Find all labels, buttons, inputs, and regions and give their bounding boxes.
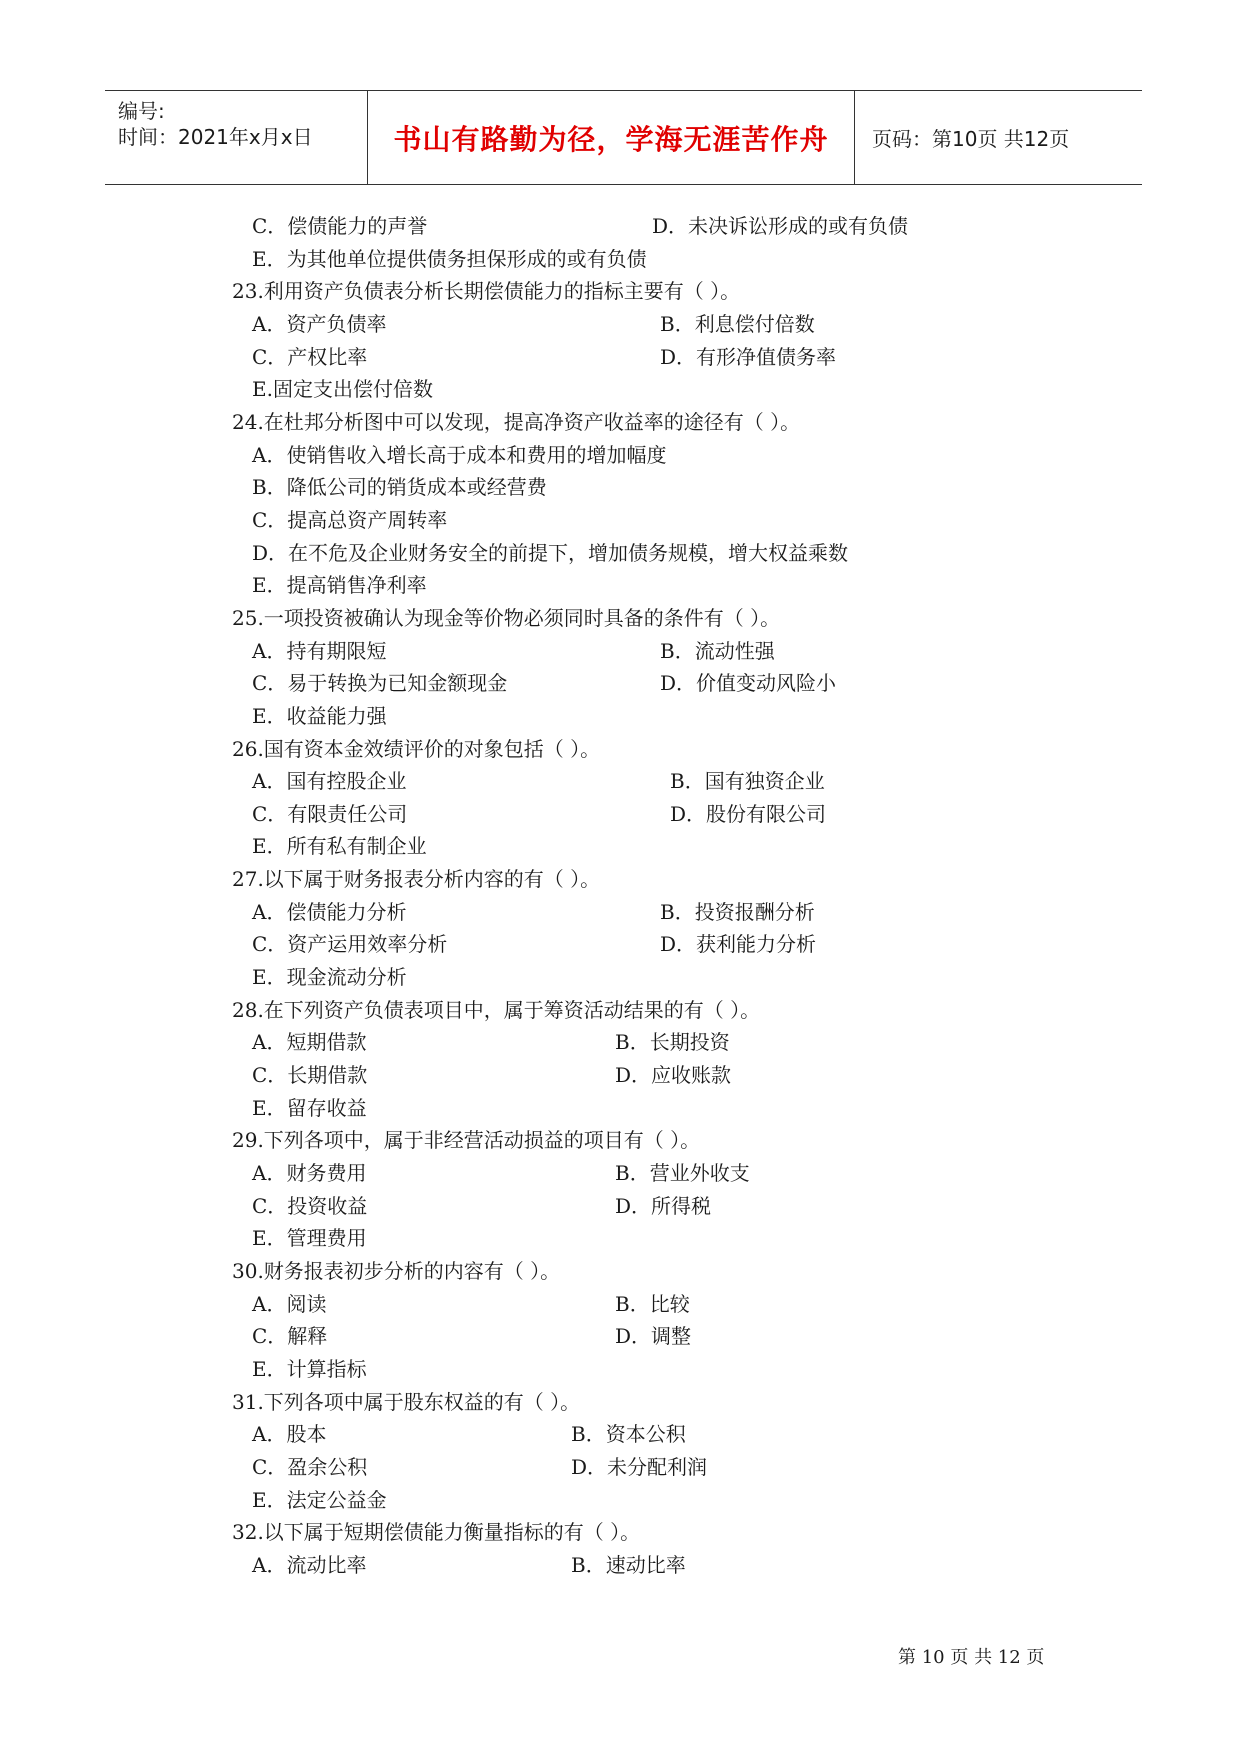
option-line: D．应收账款 (615, 1063, 732, 1087)
option-line: C．投资收益 (252, 1194, 368, 1218)
option-line: E．法定公益金 (252, 1488, 387, 1512)
option-line: B．长期投资 (615, 1030, 730, 1054)
time-label: 时间：2021年x月x日 (118, 125, 313, 149)
option-line: B．营业外收支 (615, 1161, 750, 1185)
option-line: B．降低公司的销货成本或经营费 (252, 475, 547, 499)
question-stem: 29.下列各项中，属于非经营活动损益的项目有（ ）。 (232, 1128, 701, 1152)
option-line: C．长期借款 (252, 1063, 368, 1087)
option-line: D．未分配利润 (571, 1455, 708, 1479)
option-line: E．所有私有制企业 (252, 834, 427, 858)
option-line: E．为其他单位提供债务担保形成的或有负债 (252, 247, 647, 271)
header-page-cell (855, 91, 1142, 184)
question-stem: 32.以下属于短期偿债能力衡量指标的有（ ）。 (232, 1520, 641, 1544)
option-line: D．所得税 (615, 1194, 712, 1218)
option-line: D．调整 (615, 1324, 692, 1348)
motto-text: 书山有路勤为径，学海无涯苦作舟 (393, 122, 829, 156)
option-line: D．在不危及企业财务安全的前提下，增加债务规模，增大权益乘数 (252, 541, 849, 565)
option-line: A．流动比率 (252, 1553, 367, 1577)
option-line: D．有形净值债务率 (660, 345, 837, 369)
question-stem: 25.一项投资被确认为现金等价物必须同时具备的条件有（ ）。 (232, 606, 781, 630)
number-label: 编号: (118, 99, 165, 123)
option-line: A．股本 (252, 1422, 327, 1446)
option-line: B．国有独资企业 (670, 769, 825, 793)
option-line: A．持有期限短 (252, 639, 387, 663)
option-line: A．使销售收入增长高于成本和费用的增加幅度 (252, 443, 667, 467)
question-stem: 31.下列各项中属于股东权益的有（ ）。 (232, 1390, 581, 1414)
option-line: C．产权比率 (252, 345, 368, 369)
page-header (105, 90, 1142, 185)
option-line: D．价值变动风险小 (660, 671, 837, 695)
option-line: C．解释 (252, 1324, 328, 1348)
question-stem: 23.利用资产负债表分析长期偿债能力的指标主要有（ ）。 (232, 279, 741, 303)
option-line: C．资产运用效率分析 (252, 932, 448, 956)
option-line: C．偿债能力的声誉 (252, 214, 428, 238)
option-line: D．获利能力分析 (660, 932, 817, 956)
option-line: C．提高总资产周转率 (252, 508, 448, 532)
option-line: C．有限责任公司 (252, 802, 408, 826)
option-line: A．资产负债率 (252, 312, 387, 336)
option-line: E．管理费用 (252, 1226, 367, 1250)
option-line: A．短期借款 (252, 1030, 367, 1054)
option-line: A．财务费用 (252, 1161, 367, 1185)
option-line: B．资本公积 (571, 1422, 686, 1446)
header-info-cell (105, 91, 368, 184)
option-line: C．盈余公积 (252, 1455, 368, 1479)
option-line: E．计算指标 (252, 1357, 367, 1381)
option-line: B．速动比率 (571, 1553, 686, 1577)
option-line: A．阅读 (252, 1292, 327, 1316)
option-line: B．投资报酬分析 (660, 900, 815, 924)
option-line: E．提高销售净利率 (252, 573, 427, 597)
question-stem: 26.国有资本金效绩评价的对象包括（ ）。 (232, 737, 601, 761)
question-stem: 28.在下列资产负债表项目中，属于筹资活动结果的有（ ）。 (232, 998, 761, 1022)
page-code: 页码：第10页 共12页 (872, 127, 1070, 151)
option-line: B．比较 (615, 1292, 690, 1316)
option-line: B．流动性强 (660, 639, 775, 663)
option-line: E．现金流动分析 (252, 965, 407, 989)
option-line: E．留存收益 (252, 1096, 367, 1120)
option-line: C．易于转换为已知金额现金 (252, 671, 508, 695)
question-stem: 24.在杜邦分析图中可以发现，提高净资产收益率的途径有（ ）。 (232, 410, 801, 434)
option-line: D．股份有限公司 (670, 802, 827, 826)
question-stem: 27.以下属于财务报表分析内容的有（ ）。 (232, 867, 601, 891)
question-stem: 30.财务报表初步分析的内容有（ ）。 (232, 1259, 561, 1283)
header-motto-cell (368, 91, 855, 184)
option-line: E．收益能力强 (252, 704, 387, 728)
option-line: B．利息偿付倍数 (660, 312, 815, 336)
option-line: A．偿债能力分析 (252, 900, 407, 924)
option-line: A．国有控股企业 (252, 769, 407, 793)
option-line: D．未决诉讼形成的或有负债 (652, 214, 909, 238)
option-line: E.固定支出偿付倍数 (252, 377, 433, 401)
page-footer: 第 10 页 共 12 页 (898, 1647, 1045, 1668)
